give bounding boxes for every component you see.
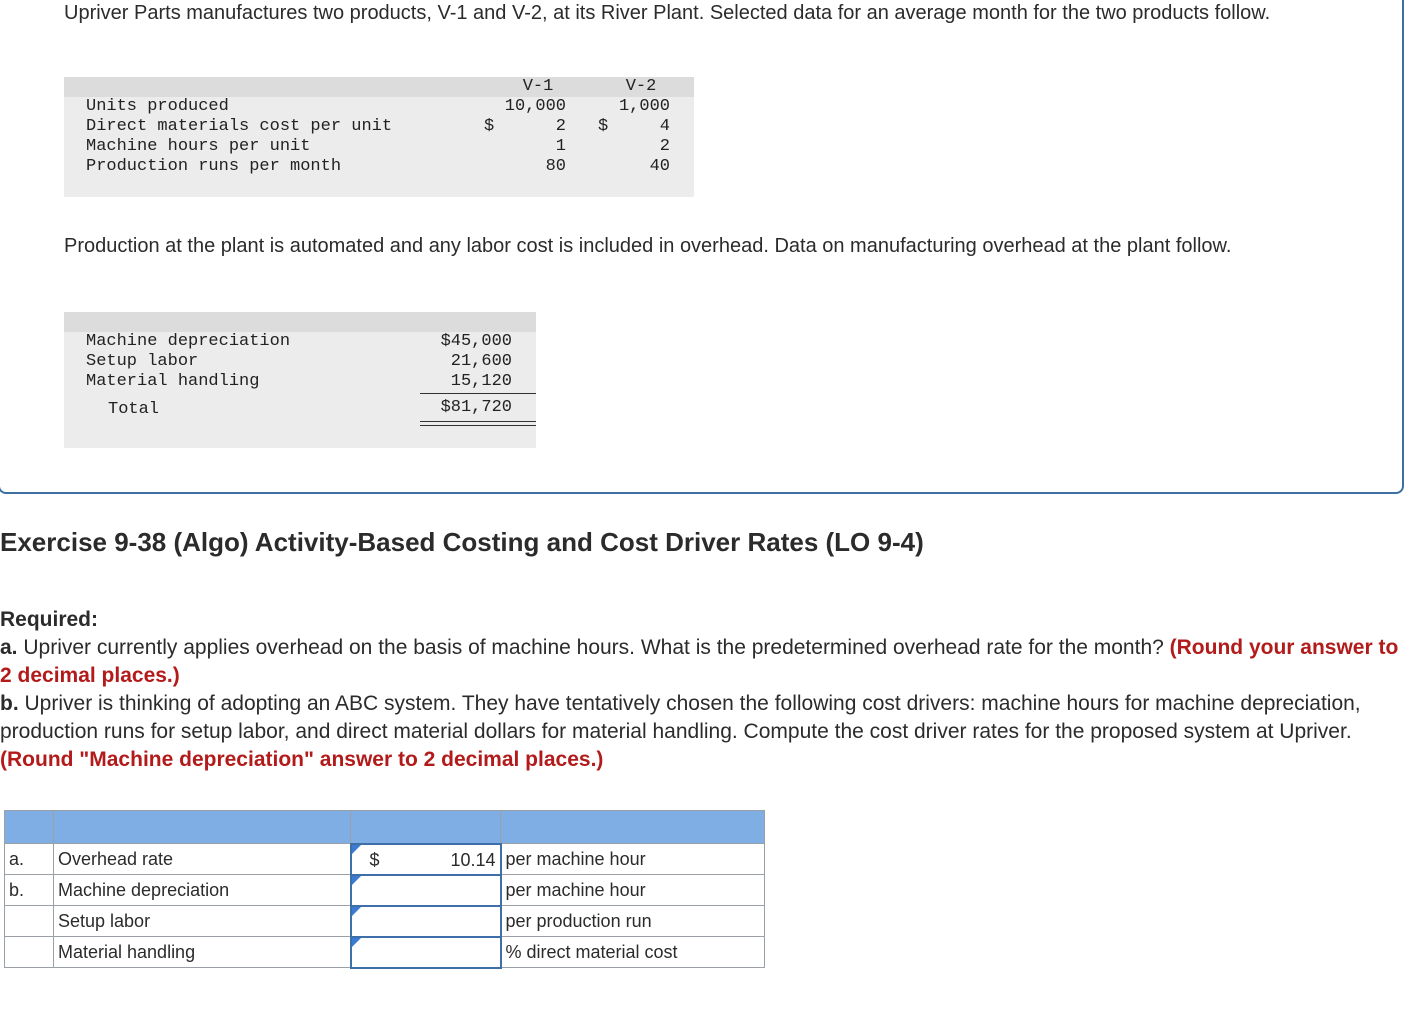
v2-value: 40 <box>649 157 670 176</box>
required-instructions <box>0 606 1400 774</box>
overhead-row-label: Machine depreciation <box>86 332 291 351</box>
v2-value: 4 <box>659 117 670 136</box>
intro-paragraph: Upriver Parts manufactures two products, V-1 and V-2, at its River Plant. Selected data for an average month for the two products follow. <box>64 2 1271 24</box>
total-value: $81,720 <box>440 398 512 417</box>
input-flag-icon <box>352 938 361 947</box>
row-letter: a. <box>5 844 54 875</box>
overhead-row-value: 15,120 <box>450 372 512 391</box>
overhead-row-label: Material handling <box>86 372 260 391</box>
currency-symbol: $ <box>484 117 495 136</box>
input-flag-icon <box>352 907 361 916</box>
input-flag-icon <box>352 876 361 885</box>
currency-symbol: $ <box>598 117 609 136</box>
row-label: Units produced <box>86 97 229 116</box>
setup-labor-input[interactable] <box>351 906 501 937</box>
row-label: Setup labor <box>54 906 351 937</box>
v1-value: 1 <box>555 137 566 156</box>
row-letter: b. <box>5 875 54 906</box>
row-unit: % direct material cost <box>501 937 765 968</box>
overhead-row-value: 21,600 <box>450 352 512 371</box>
overhead-row-value: $45,000 <box>440 332 512 351</box>
answer-table <box>4 810 765 969</box>
part-b-rounding-note: (Round "Machine depreciation" answer to 2 decimal places.) <box>0 748 604 771</box>
column-header-v1: V-1 <box>522 77 554 96</box>
row-label: Direct materials cost per unit <box>86 117 393 136</box>
material-handling-input[interactable] <box>351 937 501 968</box>
part-b-instructions: b. Upriver is thinking of adopting an ABC system. They have tentatively chosen the following cost drivers: machine hours for machine depreciation, production runs for setup labor, and direct material dollars for material handling. Compute the cost driver rates for the proposed system at Upriver. (Round "Machine depreciation" answer to 2 decimal places.) <box>0 692 1361 771</box>
answer-table-header <box>5 811 765 844</box>
overhead-row-label: Setup labor <box>86 352 199 371</box>
v1-value: 2 <box>555 117 566 136</box>
required-label: Required: <box>0 608 99 631</box>
v2-value: 1,000 <box>618 97 670 116</box>
table-row <box>5 906 765 937</box>
row-label: Machine depreciation <box>54 875 351 906</box>
input-flag-icon <box>352 845 361 854</box>
overhead-data-table <box>64 312 536 448</box>
total-double-underline <box>420 421 536 422</box>
column-header-v2: V-2 <box>625 77 657 96</box>
total-label: Total <box>108 400 160 419</box>
table-row <box>5 937 765 968</box>
table-row <box>5 875 765 906</box>
row-label: Material handling <box>54 937 351 968</box>
row-label: Machine hours per unit <box>86 137 311 156</box>
table-row <box>5 844 765 875</box>
row-label: Production runs per month <box>86 157 342 176</box>
overhead-intro-paragraph: Production at the plant is automated and any labor cost is included in overhead. Data on manufacturing overhead at the plant follow. <box>64 235 1232 257</box>
row-letter <box>5 937 54 968</box>
machine-depreciation-input[interactable] <box>351 875 501 906</box>
row-unit: per machine hour <box>501 875 765 906</box>
answer-value: 10.14 <box>450 849 496 870</box>
part-a-rounding-note: (Round your answer to 2 decimal places.) <box>0 636 1399 687</box>
row-unit: per production run <box>501 906 765 937</box>
v1-value: 10,000 <box>504 97 566 116</box>
product-data-table <box>64 77 694 197</box>
row-letter <box>5 906 54 937</box>
part-a-instructions: a. Upriver currently applies overhead on the basis of machine hours. What is the predetermined overhead rate for the month? (Round your answer to 2 decimal places.) <box>0 636 1399 687</box>
row-unit: per machine hour <box>501 844 765 875</box>
subtotal-underline <box>420 393 536 394</box>
overhead-rate-input[interactable] <box>351 844 501 875</box>
dollar-sign: $ <box>369 849 380 870</box>
row-label: Overhead rate <box>54 844 351 875</box>
v1-value: 80 <box>545 157 566 176</box>
exercise-title: Exercise 9-38 (Algo) Activity-Based Costing and Cost Driver Rates (LO 9-4) <box>0 527 924 557</box>
v2-value: 2 <box>659 137 670 156</box>
